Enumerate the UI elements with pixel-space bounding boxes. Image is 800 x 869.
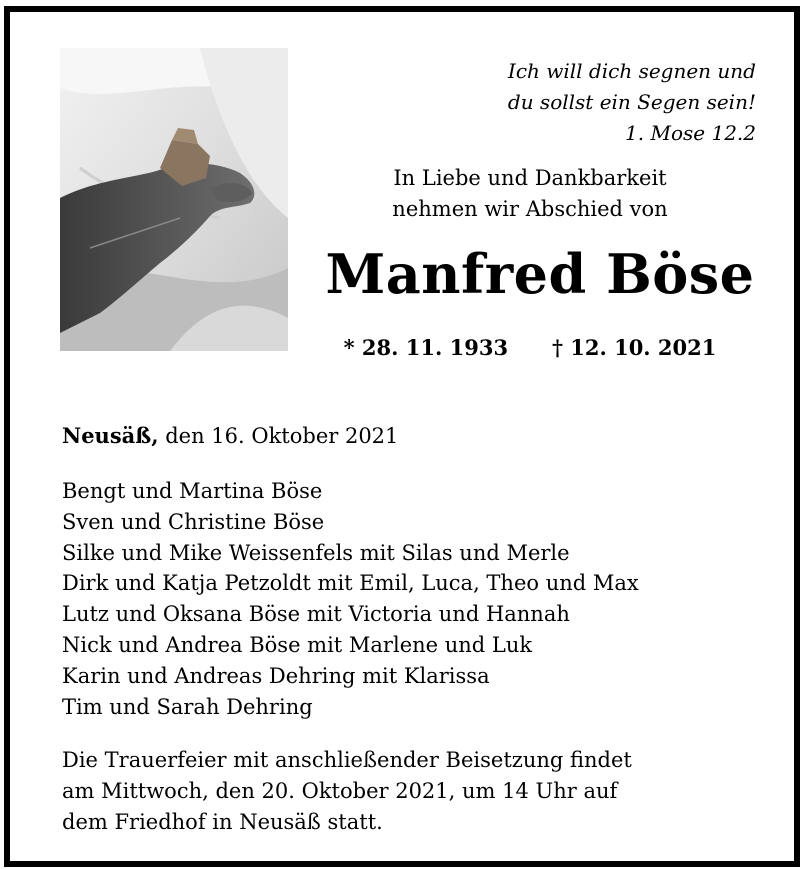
deceased-name: Manfred Böse: [325, 242, 755, 306]
photo-image: [60, 48, 288, 351]
mourner-entry: Dirk und Katja Petzoldt mit Emil, Luca, Theo und Max: [62, 571, 639, 596]
verse-line-1: Ich will dich segnen und: [507, 59, 756, 83]
mourners-list: [62, 476, 639, 722]
mourner-entry: Tim und Sarah Dehring: [62, 694, 313, 719]
mourner-entry: Bengt und Martina Böse: [62, 479, 323, 503]
mourner-entry: Lutz und Oksana Böse mit Victoria und Hannah: [62, 602, 570, 627]
life-dates: [320, 333, 740, 363]
bible-verse: [356, 56, 756, 149]
mourner-entry: Nick und Andrea Böse mit Marlene und Luk: [62, 632, 533, 657]
mourner-entry: Karin und Andreas Dehring mit Klarissa: [62, 663, 490, 688]
intro-line-1: In Liebe und Dankbarkeit: [393, 166, 667, 190]
funeral-announcement: [62, 745, 762, 838]
verse-reference: 1. Mose 12.2: [625, 121, 756, 145]
mourner-entry: Silke und Mike Weissenfels mit Silas und Merle: [62, 540, 570, 565]
funeral-line-2: am Mittwoch, den 20. Oktober 2021, um 14 Uhr auf: [62, 779, 618, 803]
intro-line-2: nehmen wir Abschied von: [392, 197, 668, 221]
obituary-notice: [4, 6, 800, 867]
intro-text: [320, 163, 740, 225]
verse-line-2: du sollst ein Segen sein!: [507, 90, 756, 114]
birth-date: * 28. 11. 1933: [343, 335, 509, 360]
funeral-line-3: dem Friedhof in Neusäß statt.: [62, 810, 383, 834]
notice-date: den 16. Oktober 2021: [158, 424, 399, 448]
hand-holding-cross-photo: [60, 48, 288, 351]
funeral-line-1: Die Trauerfeier mit anschließender Beisetzung findet: [62, 748, 632, 772]
place-name: Neusäß,: [62, 423, 159, 448]
mourner-entry: Sven und Christine Böse: [62, 509, 325, 534]
place-and-date: [62, 421, 398, 451]
death-date: † 12. 10. 2021: [551, 335, 717, 360]
